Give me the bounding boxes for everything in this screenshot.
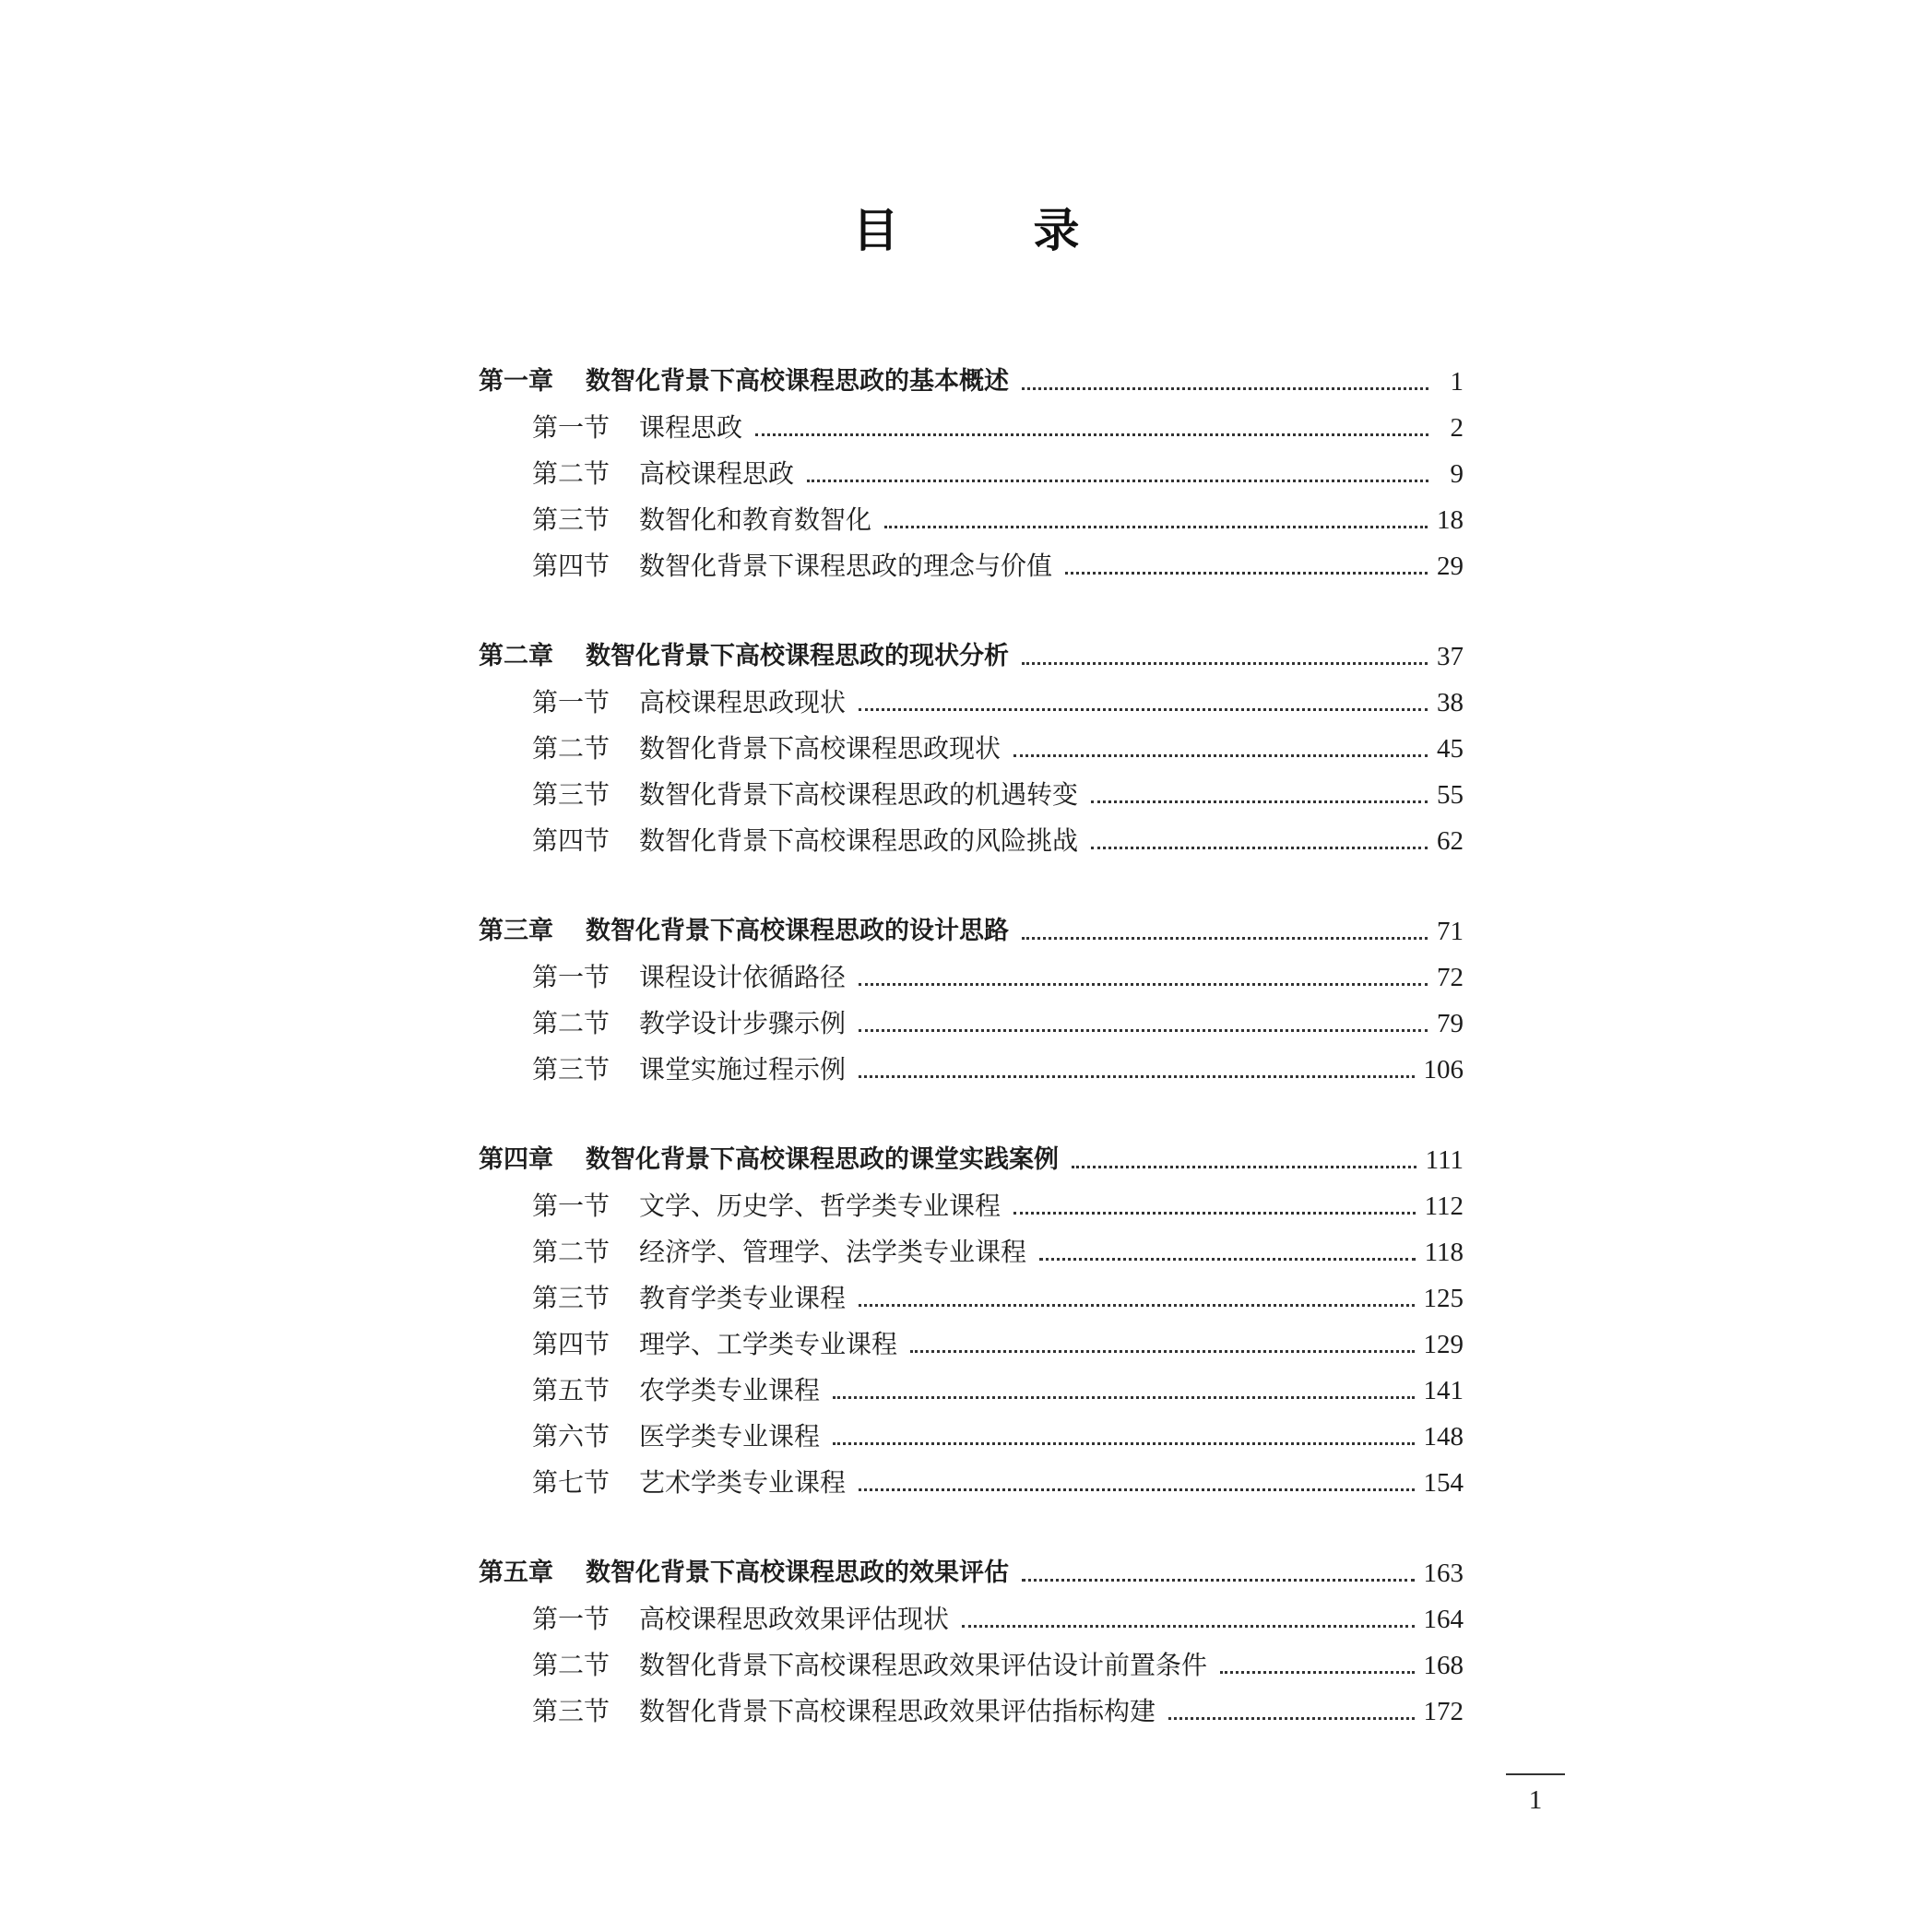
- page-title: 目 录: [852, 204, 1124, 257]
- section-entry[interactable]: [479, 1414, 1464, 1460]
- section-title: 文学、历史学、哲学类专业课程: [639, 1191, 1002, 1221]
- section-title: 经济学、管理学、法学类专业课程: [639, 1237, 1027, 1267]
- section-entry[interactable]: [479, 543, 1464, 589]
- chapter-title: 数智化背景下高校课程思政的现状分析: [586, 642, 1009, 670]
- section-entry[interactable]: [479, 1322, 1464, 1368]
- section-label: 第三节: [532, 504, 610, 535]
- chapter-title: 数智化背景下高校课程思政的设计思路: [586, 917, 1009, 945]
- section-entry[interactable]: [479, 772, 1464, 818]
- chapter-label: 第一章: [479, 367, 553, 396]
- chapter-page-number: 37: [1437, 642, 1464, 671]
- chapter-block: [479, 1550, 1464, 1735]
- chapter-block: [479, 1137, 1464, 1506]
- section-page-number: 125: [1423, 1284, 1464, 1313]
- section-label: 第三节: [532, 1696, 610, 1726]
- section-page-number: 55: [1437, 780, 1464, 810]
- section-page-number: 9: [1450, 459, 1464, 489]
- section-label: 第四节: [532, 1329, 610, 1359]
- section-label: 第一节: [532, 962, 610, 992]
- chapter-entry[interactable]: [479, 908, 1464, 954]
- chapter-block: [479, 908, 1464, 1093]
- chapter-title: 数智化背景下高校课程思政的课堂实践案例: [586, 1145, 1059, 1174]
- dot-leader: [859, 1488, 1414, 1491]
- section-entry[interactable]: [479, 680, 1464, 726]
- section-page-number: 141: [1423, 1376, 1464, 1405]
- chapter-label: 第四章: [479, 1145, 553, 1174]
- chapter-entry[interactable]: [479, 1550, 1464, 1596]
- section-entry[interactable]: [479, 1275, 1464, 1322]
- section-entry[interactable]: [479, 954, 1464, 1001]
- section-label: 第二节: [532, 1008, 610, 1038]
- section-label: 第一节: [532, 687, 610, 717]
- dot-leader: [833, 1442, 1414, 1445]
- section-entry[interactable]: [479, 1229, 1464, 1275]
- dot-leader: [884, 526, 1428, 528]
- dot-leader: [1065, 572, 1428, 575]
- section-page-number: 118: [1424, 1238, 1464, 1267]
- chapter-label: 第五章: [479, 1559, 553, 1587]
- section-label: 第二节: [532, 458, 610, 489]
- table-of-contents: [479, 359, 1464, 1779]
- dot-leader: [833, 1396, 1414, 1399]
- section-title: 课程设计依循路径: [639, 962, 847, 992]
- chapter-entry[interactable]: [479, 634, 1464, 680]
- chapter-title: 数智化背景下高校课程思政的基本概述: [586, 367, 1009, 396]
- section-entry[interactable]: [479, 1001, 1464, 1047]
- section-label: 第一节: [532, 1191, 610, 1221]
- section-entry[interactable]: [479, 451, 1464, 497]
- dot-leader: [755, 433, 1428, 436]
- dot-leader: [1022, 1579, 1415, 1582]
- section-page-number: 129: [1423, 1330, 1464, 1359]
- chapter-block: [479, 634, 1464, 864]
- chapter-page-number: 1: [1450, 367, 1464, 397]
- section-title: 艺术学类专业课程: [639, 1467, 847, 1498]
- chapter-title: 数智化背景下高校课程思政的效果评估: [586, 1559, 1009, 1587]
- section-page-number: 148: [1423, 1422, 1464, 1452]
- section-title: 医学类专业课程: [639, 1421, 821, 1452]
- section-page-number: 106: [1423, 1055, 1464, 1085]
- chapter-page-number: 163: [1423, 1559, 1464, 1588]
- footer-page-number: 1: [1528, 1785, 1543, 1815]
- section-page-number: 18: [1437, 505, 1464, 535]
- dot-leader: [1013, 754, 1428, 757]
- section-page-number: 112: [1424, 1191, 1464, 1221]
- dot-leader: [1013, 1212, 1416, 1215]
- section-page-number: 164: [1423, 1605, 1464, 1634]
- chapter-block: [479, 359, 1464, 589]
- section-entry[interactable]: [479, 497, 1464, 543]
- chapter-entry[interactable]: [479, 1137, 1464, 1183]
- section-page-number: 62: [1437, 826, 1464, 856]
- section-page-number: 45: [1437, 734, 1464, 764]
- section-entry[interactable]: [479, 726, 1464, 772]
- dot-leader: [807, 480, 1428, 482]
- section-entry[interactable]: [479, 1047, 1464, 1093]
- section-page-number: 72: [1437, 963, 1464, 992]
- section-title: 数智化背景下高校课程思政的机遇转变: [639, 779, 1079, 810]
- section-entry[interactable]: [479, 1368, 1464, 1414]
- section-title: 数智化背景下课程思政的理念与价值: [639, 551, 1053, 581]
- section-label: 第五节: [532, 1375, 610, 1405]
- section-title: 教育学类专业课程: [639, 1283, 847, 1313]
- section-title: 高校课程思政现状: [639, 687, 847, 717]
- section-title: 数智化背景下高校课程思政效果评估指标构建: [639, 1696, 1156, 1726]
- section-title: 农学类专业课程: [639, 1375, 821, 1405]
- section-entry[interactable]: [479, 1183, 1464, 1229]
- chapter-entry[interactable]: [479, 359, 1464, 405]
- dot-leader: [859, 1075, 1414, 1078]
- section-label: 第二节: [532, 1650, 610, 1680]
- section-page-number: 79: [1437, 1009, 1464, 1038]
- dot-leader: [1039, 1258, 1416, 1261]
- chapter-label: 第二章: [479, 642, 553, 670]
- section-entry[interactable]: [479, 1689, 1464, 1735]
- section-label: 第六节: [532, 1421, 610, 1452]
- section-label: 第二节: [532, 1237, 610, 1267]
- section-label: 第七节: [532, 1467, 610, 1498]
- section-page-number: 168: [1423, 1651, 1464, 1680]
- section-title: 数智化和教育数智化: [639, 504, 872, 535]
- dot-leader: [859, 1029, 1428, 1032]
- dot-leader: [1072, 1166, 1416, 1168]
- section-title: 数智化背景下高校课程思政现状: [639, 733, 1002, 764]
- section-title: 课堂实施过程示例: [639, 1054, 847, 1085]
- section-page-number: 154: [1423, 1468, 1464, 1498]
- section-page-number: 172: [1423, 1697, 1464, 1726]
- dot-leader: [1022, 662, 1428, 665]
- section-label: 第四节: [532, 825, 610, 856]
- chapter-label: 第三章: [479, 917, 553, 945]
- section-title: 课程思政: [639, 412, 743, 443]
- section-entry[interactable]: [479, 1642, 1464, 1689]
- section-title: 高校课程思政: [639, 458, 795, 489]
- section-label: 第一节: [532, 1604, 610, 1634]
- section-title: 教学设计步骤示例: [639, 1008, 847, 1038]
- section-page-number: 2: [1450, 413, 1464, 443]
- dot-leader: [1091, 800, 1428, 803]
- dot-leader: [1220, 1671, 1414, 1674]
- section-page-number: 29: [1437, 551, 1464, 581]
- section-entry[interactable]: [479, 818, 1464, 864]
- section-label: 第一节: [532, 412, 610, 443]
- dot-leader: [1022, 937, 1428, 940]
- chapter-page-number: 71: [1437, 917, 1464, 946]
- section-label: 第四节: [532, 551, 610, 581]
- section-label: 第三节: [532, 779, 610, 810]
- dot-leader: [910, 1350, 1414, 1353]
- dot-leader: [859, 983, 1428, 986]
- section-page-number: 38: [1437, 688, 1464, 717]
- footer-rule: [1506, 1773, 1565, 1775]
- section-entry[interactable]: [479, 1596, 1464, 1642]
- section-title: 高校课程思政效果评估现状: [639, 1604, 950, 1634]
- section-label: 第二节: [532, 733, 610, 764]
- chapter-page-number: 111: [1425, 1145, 1464, 1175]
- section-title: 数智化背景下高校课程思政的风险挑战: [639, 825, 1079, 856]
- dot-leader: [859, 1304, 1414, 1307]
- section-entry[interactable]: [479, 405, 1464, 451]
- dot-leader: [1091, 847, 1428, 849]
- section-title: 数智化背景下高校课程思政效果评估设计前置条件: [639, 1650, 1208, 1680]
- dot-leader: [1022, 387, 1428, 390]
- section-title: 理学、工学类专业课程: [639, 1329, 898, 1359]
- section-label: 第三节: [532, 1054, 610, 1085]
- section-entry[interactable]: [479, 1460, 1464, 1506]
- section-label: 第三节: [532, 1283, 610, 1313]
- dot-leader: [859, 708, 1428, 711]
- dot-leader: [1168, 1717, 1414, 1720]
- dot-leader: [962, 1625, 1414, 1628]
